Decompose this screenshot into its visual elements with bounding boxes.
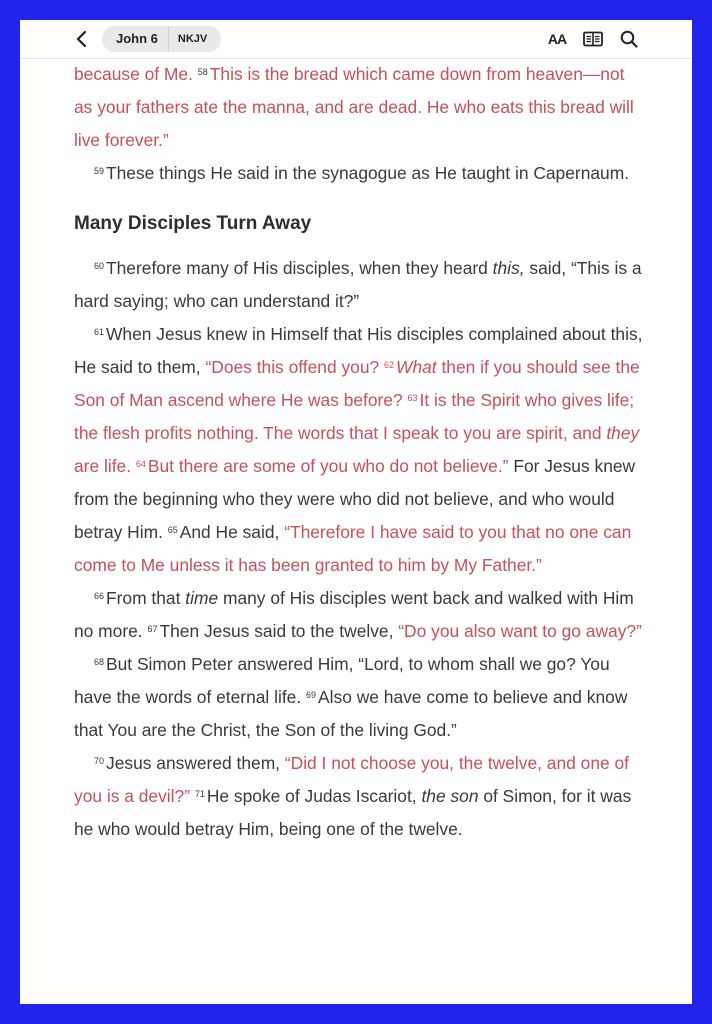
verse-text: He spoke of Judas Iscariot, xyxy=(206,786,422,806)
verse-number: 61 xyxy=(94,327,105,337)
jesus-words: “Does this offend you? xyxy=(205,357,380,377)
verse-text: Then Jesus said to the twelve, xyxy=(159,621,399,641)
italic-text: the son xyxy=(421,786,479,806)
top-toolbar xyxy=(20,20,692,59)
verse-number: 62 xyxy=(384,360,395,370)
jesus-words: This is the bread which came down from heaven—not as your fathers ate the manna, and are dead. He who eats this bread will live forever.” xyxy=(74,64,634,150)
jesus-words: But there are some of you who do not believe.” xyxy=(147,456,509,476)
verse-number: 67 xyxy=(147,624,158,634)
verse-paragraph xyxy=(74,648,644,747)
verse-number: 70 xyxy=(94,756,105,766)
verse-paragraph xyxy=(74,252,644,318)
scripture-text xyxy=(74,58,644,846)
verse-number: 60 xyxy=(94,261,105,271)
jesus-words: “Did I not choose you, the twelve, and one of you is a devil?” xyxy=(74,753,630,806)
verse-number: 69 xyxy=(306,690,317,700)
verse-text: Therefore many of His disciples, when they heard xyxy=(106,258,493,278)
verse-text: From that xyxy=(106,588,186,608)
verse-paragraph xyxy=(74,582,644,648)
verse-text: When Jesus knew in Himself that His disciples complained about this, He said to them, xyxy=(74,324,643,377)
verse-paragraph xyxy=(74,747,644,846)
font-size-label: AA xyxy=(547,31,567,47)
verse-text: And He said, xyxy=(179,522,285,542)
verse-number: 65 xyxy=(167,525,178,535)
reference-selector xyxy=(102,26,221,52)
reader-window xyxy=(20,20,692,1004)
verse-number: 59 xyxy=(94,166,105,176)
search-icon[interactable] xyxy=(618,28,640,50)
verse-text: many of His disciples went back and walked with Him no more. xyxy=(74,588,634,641)
verse-text: of Simon, for it was he who would betray Him, being one of the twelve. xyxy=(74,786,632,839)
italic-text: time xyxy=(185,588,219,608)
jesus-words: because of Me. xyxy=(74,64,193,84)
verse-number: 63 xyxy=(407,393,418,403)
verse-number: 66 xyxy=(94,591,105,601)
verse-text: These things He said in the synagogue as He taught in Capernaum. xyxy=(106,163,630,183)
jesus-words: It is the Spirit who gives life; the flesh profits nothing. The words that I speak to you are spirit, and xyxy=(74,390,635,443)
jesus-words: “Do you also want to go away?” xyxy=(398,621,642,641)
section-heading: Many Disciples Turn Away xyxy=(74,213,312,234)
parallel-view-icon[interactable] xyxy=(582,28,604,50)
verse-text: But Simon Peter answered Him, “Lord, to whom shall we go? You have the words of eternal life. xyxy=(74,654,610,707)
font-size-button[interactable] xyxy=(546,28,568,50)
toolbar-actions xyxy=(546,28,640,50)
jesus-words: “Therefore I have said to you that no one can come to Me unless it has been granted to him by My Father.” xyxy=(74,522,632,575)
back-chevron-icon[interactable] xyxy=(72,29,92,49)
italic-text: they xyxy=(606,423,640,443)
jesus-words: then if you should see the Son of Man ascend where He was before? xyxy=(74,357,640,410)
verse-number: 68 xyxy=(94,657,105,667)
verse-text: Also we have come to believe and know that You are the Christ, the Son of the living God.” xyxy=(74,687,628,740)
italic-text: this, xyxy=(492,258,525,278)
verse-number: 64 xyxy=(135,459,146,469)
verse-number: 58 xyxy=(197,67,208,77)
jesus-words: are life. xyxy=(74,456,132,476)
verse-paragraph xyxy=(74,58,644,157)
verse-paragraph xyxy=(74,318,644,582)
verse-paragraph xyxy=(74,157,644,190)
verse-text: For Jesus knew from the beginning who they were who did not believe, and who would betray Him. xyxy=(74,456,636,542)
book-chapter-button[interactable]: John 6 xyxy=(102,26,169,52)
version-button[interactable]: NKJV xyxy=(177,33,208,45)
italic-text: What xyxy=(396,357,437,377)
verse-text: said, “This is a hard saying; who can understand it?” xyxy=(74,258,642,311)
verse-number: 71 xyxy=(194,789,205,799)
verse-text: Jesus answered them, xyxy=(106,753,285,773)
